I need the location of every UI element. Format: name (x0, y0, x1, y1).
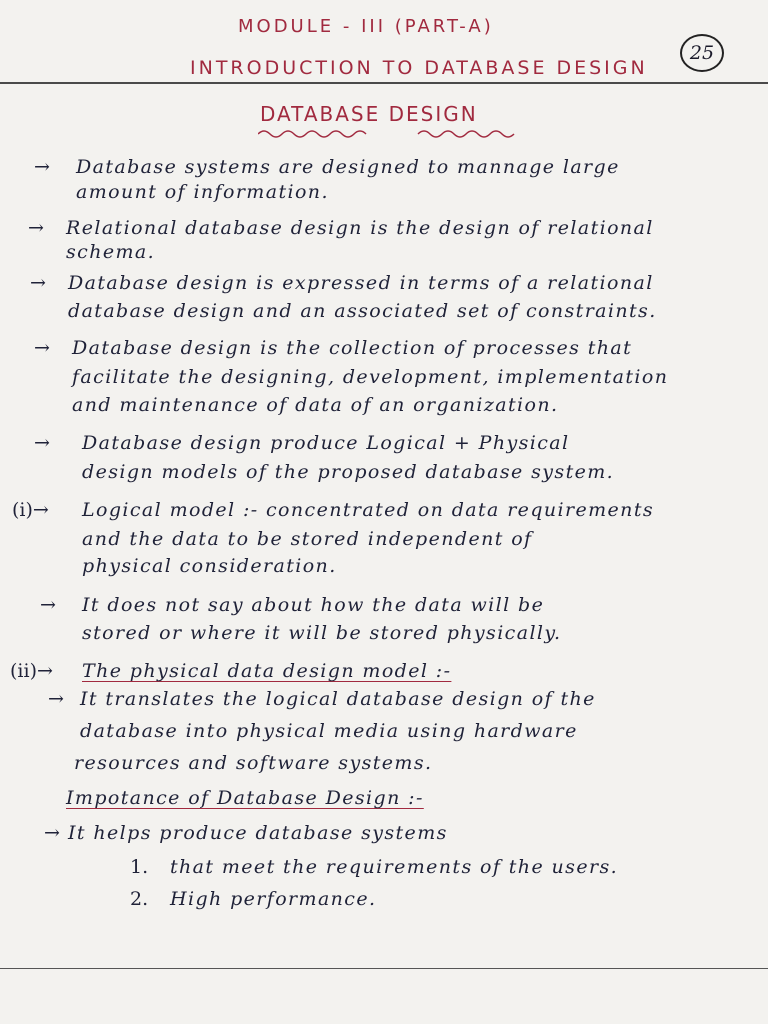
section-title: DATABASE DESIGN (260, 102, 478, 126)
note-text: design models of the proposed database system. (82, 461, 615, 483)
note-text: High performance. (170, 888, 377, 910)
note-text: Database design produce Logical + Physical (82, 432, 570, 454)
note-text: It helps produce database systems (68, 822, 448, 844)
note-text: that meet the requirements of the users. (170, 856, 619, 878)
bottom-rule (0, 968, 768, 969)
arrow-icon: → (48, 688, 64, 710)
item-marker: (ii)→ (10, 660, 53, 682)
note-text: stored or where it will be stored physically. (82, 622, 562, 644)
note-text: database into physical media using hardware (80, 720, 578, 742)
note-text: The physical data design model :- (82, 660, 452, 682)
note-text: It does not say about how the data will be (82, 594, 545, 616)
arrow-icon: → (34, 337, 50, 359)
arrow-icon: → (34, 156, 50, 178)
note-text: schema. (66, 241, 156, 263)
arrow-icon: → (30, 272, 46, 294)
header-rule (0, 82, 768, 84)
note-text: facilitate the designing, development, implementation (72, 366, 669, 388)
arrow-icon: → (44, 822, 60, 844)
note-text: Database systems are designed to mannage large (76, 156, 620, 178)
item-marker: (i)→ (12, 499, 49, 521)
note-text: Database design is expressed in terms of a relational (68, 272, 654, 294)
note-text: database design and an associated set of constraints. (68, 300, 657, 322)
subheading: Impotance of Database Design :- (66, 787, 424, 809)
module-heading: MODULE - III (PART-A) (238, 16, 494, 37)
item-marker: 2. (130, 888, 149, 910)
page-title: INTRODUCTION TO DATABASE DESIGN (190, 57, 648, 79)
item-marker: 1. (130, 856, 149, 878)
note-text: resources and software systems. (74, 752, 433, 774)
arrow-icon: → (28, 217, 44, 239)
page-number-circle: 25 (680, 34, 724, 72)
note-text: It translates the logical database design of the (80, 688, 596, 710)
arrow-icon: → (34, 432, 50, 454)
note-text: amount of information. (76, 181, 329, 203)
note-text: and the data to be stored independent of (82, 528, 533, 550)
section-title-squiggle (258, 128, 528, 140)
note-text: Database design is the collection of processes that (72, 337, 633, 359)
note-text: Relational database design is the design of relational (66, 217, 654, 239)
arrow-icon: → (40, 594, 56, 616)
note-text: physical consideration. (82, 555, 337, 577)
note-text: Logical model :- concentrated on data requirements (82, 499, 655, 521)
note-text: and maintenance of data of an organization. (72, 394, 559, 416)
